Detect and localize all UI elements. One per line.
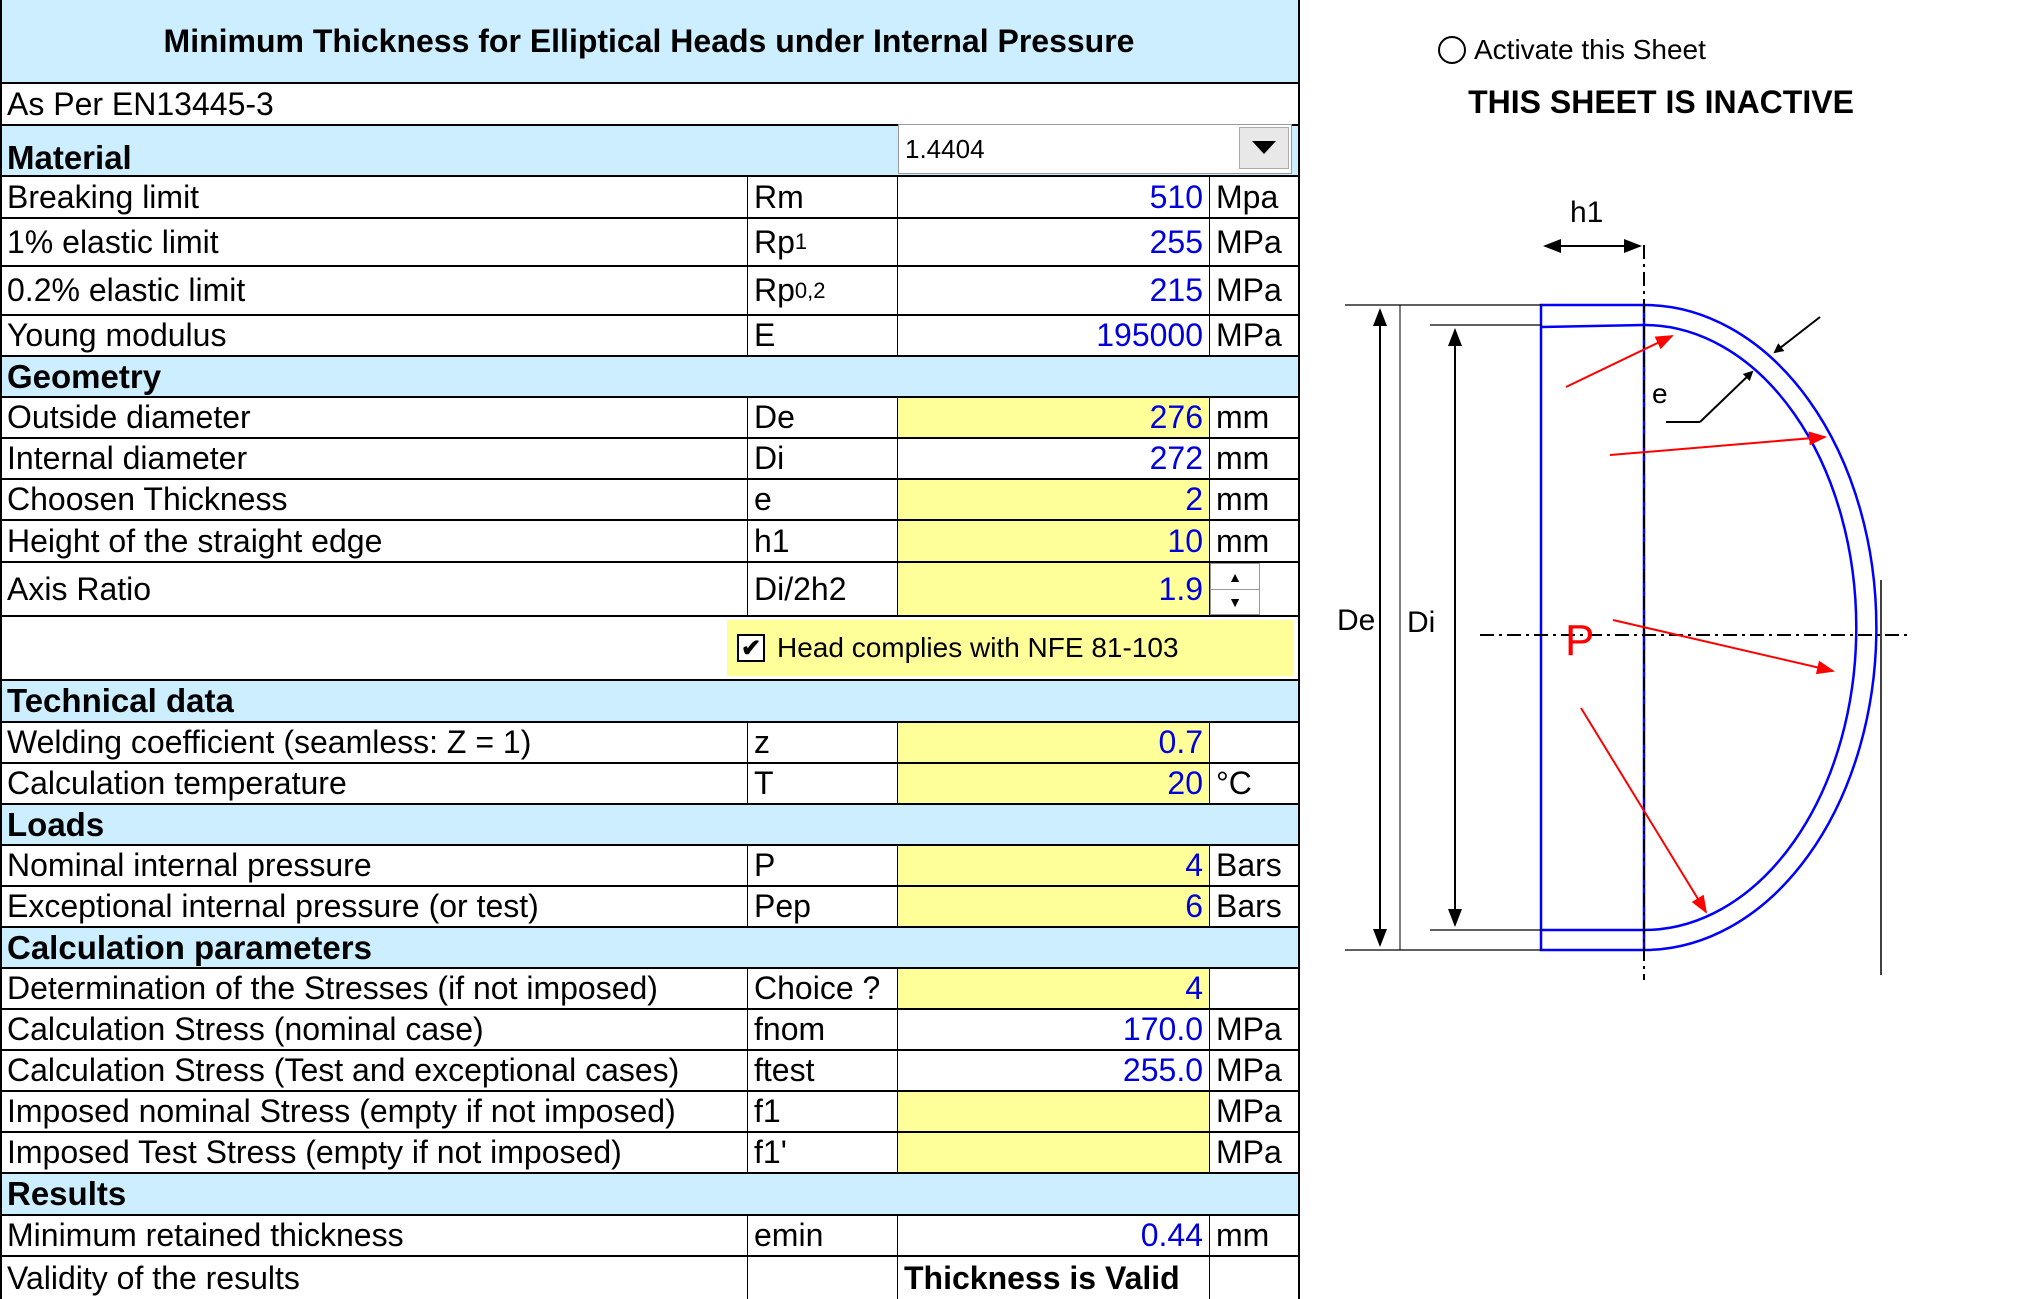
row-unit: MPa <box>1216 272 1282 308</box>
symbol-subscript: 1 <box>794 229 808 254</box>
pressure-label: P <box>1565 616 1595 665</box>
table-row <box>0 219 1298 267</box>
triangle-down-icon: ▼ <box>1228 593 1242 610</box>
row-symbol: Di/2h2 <box>748 563 898 615</box>
row-label: Imposed nominal Stress (empty if not imposed) <box>0 1092 748 1131</box>
elliptical-head-diagram <box>1300 160 2022 1000</box>
table-row <box>0 1092 1298 1133</box>
row-symbol: f1 <box>748 1092 898 1131</box>
section-loads <box>0 805 1298 846</box>
di-label: Di <box>1407 606 1436 639</box>
row-unit: °C <box>1216 765 1252 801</box>
sheet-title <box>0 0 1298 84</box>
sheet-title-text: Minimum Thickness for Elliptical Heads under Internal Pressure <box>163 22 1135 59</box>
e-arrow-outer <box>1775 317 1820 352</box>
row-unit: mm <box>1216 481 1270 517</box>
table-row <box>0 267 1298 316</box>
row-unit: Bars <box>1216 847 1282 883</box>
min-thickness-value: 0.44 <box>898 1216 1210 1255</box>
exceptional-pressure-input[interactable]: 6 <box>898 887 1210 926</box>
section-loads-title: Loads <box>7 805 105 843</box>
row-value: 255.0 <box>898 1051 1210 1090</box>
table-row <box>0 969 1298 1010</box>
checkmark-icon: ✔ <box>740 634 762 662</box>
axis-ratio-spinner[interactable] <box>1210 563 1260 615</box>
row-symbol: emin <box>748 1216 898 1255</box>
section-technical-title: Technical data <box>7 682 234 719</box>
table-row <box>0 764 1298 805</box>
table-row <box>0 521 1298 563</box>
row-value: 170.0 <box>898 1010 1210 1049</box>
row-symbol: De <box>748 398 898 437</box>
row-unit: Bars <box>1216 888 1282 924</box>
row-unit: mm <box>1216 399 1270 435</box>
row-label: 0.2% elastic limit <box>0 267 748 314</box>
axis-ratio-input[interactable]: 1.9 <box>898 563 1210 615</box>
table-row <box>0 177 1298 219</box>
row-label: Nominal internal pressure <box>0 846 748 885</box>
row-label: Imposed Test Stress (empty if not imposed) <box>0 1133 748 1172</box>
imposed-nominal-stress-input[interactable] <box>898 1092 1210 1131</box>
straight-edge-height-input[interactable]: 10 <box>898 521 1210 561</box>
table-row <box>0 480 1298 521</box>
table-row <box>0 1010 1298 1051</box>
table-row <box>0 846 1298 887</box>
thickness-input[interactable]: 2 <box>898 480 1210 519</box>
row-label: Internal diameter <box>0 439 748 478</box>
row-label: Determination of the Stresses (if not imposed) <box>0 969 748 1008</box>
section-calc <box>0 928 1298 969</box>
row-symbol: f1' <box>748 1133 898 1172</box>
row-symbol: h1 <box>748 521 898 561</box>
table-row <box>0 398 1298 439</box>
row-value: 510 <box>898 177 1210 217</box>
row-label: Calculation Stress (Test and exceptional cases) <box>0 1051 748 1090</box>
row-label: Axis Ratio <box>0 563 748 615</box>
h1-label: h1 <box>1570 196 1604 229</box>
section-geometry <box>0 357 1298 398</box>
row-value: 255 <box>898 219 1210 265</box>
row-label: Minimum retained thickness <box>0 1216 748 1255</box>
section-results <box>0 1174 1298 1216</box>
table-row <box>0 887 1298 928</box>
section-geometry-title: Geometry <box>7 357 162 395</box>
nfe-compliance-checkbox-area[interactable] <box>727 620 1293 676</box>
row-symbol: Choice ? <box>748 969 898 1008</box>
de-label: De <box>1337 604 1376 637</box>
standard-label: As Per EN13445-3 <box>7 85 274 122</box>
section-technical <box>0 681 1298 723</box>
row-value: 215 <box>898 267 1210 314</box>
row-symbol <box>748 219 898 265</box>
table-row <box>0 1133 1298 1174</box>
section-results-title: Results <box>7 1175 127 1212</box>
standard-row <box>0 84 1298 126</box>
row-label: Outside diameter <box>0 398 748 437</box>
row-symbol <box>748 267 898 314</box>
row-symbol: Rm <box>748 177 898 217</box>
row-label: Validity of the results <box>0 1257 748 1299</box>
row-label: Young modulus <box>0 316 748 355</box>
nfe-compliance-checkbox[interactable] <box>737 634 765 662</box>
row-symbol: E <box>748 316 898 355</box>
table-row <box>0 1216 1298 1257</box>
row-unit: MPa <box>1216 1011 1282 1047</box>
symbol-base: Rp <box>754 272 795 308</box>
symbol-base: Rp <box>754 223 795 260</box>
e-label: e <box>1652 378 1668 409</box>
row-unit: MPa <box>1216 1052 1282 1088</box>
row-symbol: e <box>748 480 898 519</box>
row-label: Breaking limit <box>0 177 748 217</box>
row-unit: mm <box>1216 440 1270 476</box>
validity-status: Thickness is Valid <box>898 1257 1210 1299</box>
row-unit: MPa <box>1216 1093 1282 1129</box>
row-unit <box>1210 723 1298 762</box>
row-symbol: Pep <box>748 887 898 926</box>
row-symbol: z <box>748 723 898 762</box>
row-label: Calculation Stress (nominal case) <box>0 1010 748 1049</box>
row-unit <box>1210 1257 1298 1299</box>
table-row <box>0 723 1298 764</box>
section-material-title: Material <box>7 138 132 175</box>
nominal-pressure-input[interactable]: 4 <box>898 846 1210 885</box>
table-row <box>0 1257 1298 1299</box>
spin-up-button[interactable] <box>1211 564 1259 590</box>
row-unit: mm <box>1216 522 1270 559</box>
row-label: Exceptional internal pressure (or test) <box>0 887 748 926</box>
material-select-value: 1.4404 <box>905 133 985 164</box>
row-label: Height of the straight edge <box>0 521 748 561</box>
activate-label: Activate this Sheet <box>1474 34 1706 65</box>
spin-down-button[interactable] <box>1211 589 1259 614</box>
stress-choice-input[interactable]: 4 <box>898 969 1210 1008</box>
row-unit: mm <box>1216 1217 1270 1253</box>
row-label: Calculation temperature <box>0 764 748 803</box>
dropdown-arrow-button[interactable] <box>1239 127 1289 169</box>
row-symbol: P <box>748 846 898 885</box>
calculation-temperature-input[interactable]: 20 <box>898 764 1210 803</box>
row-unit: MPa <box>1216 317 1282 353</box>
row-symbol <box>748 1257 898 1299</box>
row-value: 195000 <box>898 316 1210 355</box>
row-symbol: fnom <box>748 1010 898 1049</box>
row-label: Choosen Thickness <box>0 480 748 519</box>
row-value: 272 <box>898 439 1210 478</box>
outside-diameter-input[interactable]: 276 <box>898 398 1210 437</box>
row-symbol: T <box>748 764 898 803</box>
chevron-down-icon <box>1252 141 1276 155</box>
row-unit: Mpa <box>1216 178 1279 215</box>
table-row <box>0 1051 1298 1092</box>
e-arrow-inner <box>1700 372 1752 422</box>
welding-coefficient-input[interactable]: 0.7 <box>898 723 1210 762</box>
section-calc-title: Calculation parameters <box>7 928 372 966</box>
nfe-compliance-label: Head complies with NFE 81-103 <box>777 632 1179 663</box>
inactive-message: THIS SHEET IS INACTIVE <box>1468 84 1854 120</box>
triangle-up-icon: ▲ <box>1228 568 1242 585</box>
row-label: 1% elastic limit <box>0 219 748 265</box>
row-symbol: ftest <box>748 1051 898 1090</box>
table-row <box>0 316 1298 357</box>
row-unit <box>1210 969 1298 1008</box>
activate-sheet-option[interactable] <box>1438 34 1706 66</box>
symbol-subscript: 0,2 <box>794 277 826 303</box>
row-label: Welding coefficient (seamless: Z = 1) <box>0 723 748 762</box>
material-select[interactable] <box>898 124 1292 174</box>
row-symbol: Di <box>748 439 898 478</box>
table-row <box>0 439 1298 480</box>
activate-radio[interactable] <box>1438 36 1466 64</box>
row-unit: MPa <box>1216 223 1282 260</box>
table-row <box>0 563 1298 617</box>
imposed-test-stress-input[interactable] <box>898 1133 1210 1172</box>
row-unit: MPa <box>1216 1134 1282 1170</box>
